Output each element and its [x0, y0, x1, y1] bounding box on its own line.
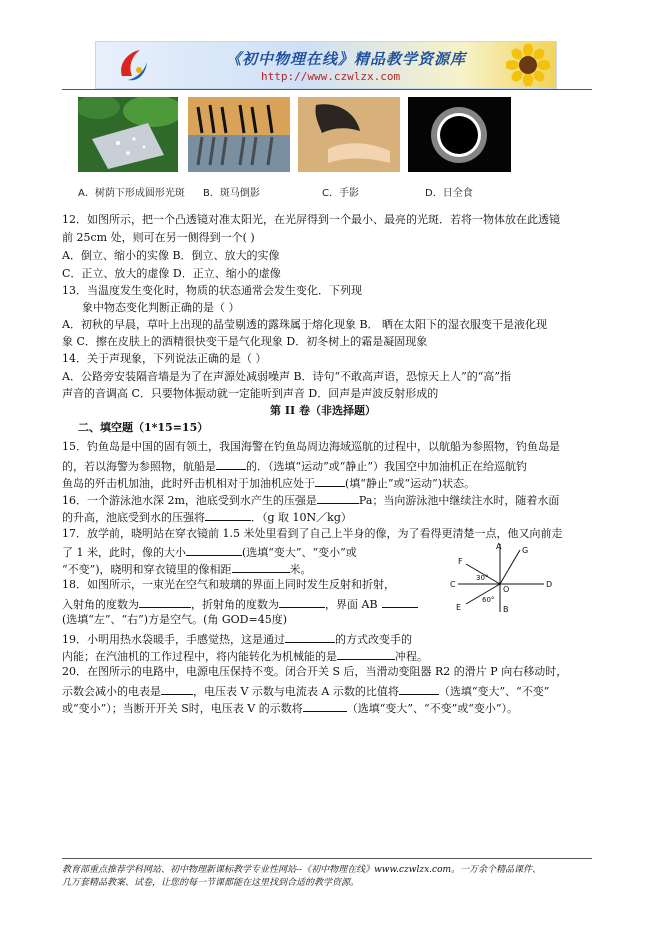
q17-text-d: 米。 — [289, 563, 312, 576]
site-logo-icon — [114, 46, 150, 84]
q19-text-b: 的方式改变手的 — [335, 633, 412, 646]
q17-blank-1[interactable] — [186, 544, 242, 556]
q15-line3 — [62, 475, 475, 491]
figure-b-caption: B．斑马倒影 — [203, 188, 260, 199]
diagram-label-a: A — [496, 542, 502, 551]
diagram-label-c: C — [450, 580, 456, 589]
q20-text-a: 示数会减小的电表是 — [62, 685, 161, 698]
diagram-label-o: O — [503, 585, 510, 594]
footer-rule — [62, 858, 592, 859]
q15-text-a: 的，若以海警为参照物，航船是 — [62, 460, 216, 473]
q16-blank-2[interactable] — [205, 509, 251, 521]
diagram-label-f: F — [458, 557, 463, 566]
q20-text-d: 或“变小”）；当断开开关 S时，电压表 V 的示数将 — [62, 702, 303, 715]
figure-b-image — [188, 97, 290, 172]
q13-options-1: A．初秋的早晨，草叶上出现的晶莹剔透的露珠属于熔化现象 B． 晒在太阳下的湿衣服变干是液化现 — [62, 318, 548, 331]
diagram-angle-60: 60° — [482, 596, 495, 604]
q19-text-c: 内能；在汽油机的工作过程中，将内能转化为机械能的是 — [62, 650, 337, 663]
figure-d-image — [408, 97, 511, 172]
q15-text-c: 鱼岛的歼击机加油，此时歼击机相对于加油机应处于 — [62, 477, 315, 490]
q16-text-d: ．（g 取 10N／kg） — [251, 511, 352, 524]
q20-line1: 20．在图所示的电路中，电源电压保持不变。闭合开关 S 后，当滑动变阻器 R2 的滑片 P 向右移动时， — [62, 665, 568, 678]
q15-line1: 15．钓鱼岛是中国的固有领土，我国海警在钓鱼岛周边海域巡航的过程中，以航船为参照物，钓鱼岛是 — [62, 440, 560, 453]
q19-text-d: 冲程。 — [395, 650, 428, 663]
q17-line1: 17．放学前，晓明站在穿衣镜前 1.5 米处里看到了自己上半身的像，为了看得更清楚一点，他又向前走 — [62, 527, 563, 540]
q19-text-a: 19．小明用热水袋暖手，手感觉热，这是通过 — [62, 633, 285, 646]
q16-text-b: Pa；当向游泳池中继续注水时，随着水面 — [358, 494, 560, 507]
q17-blank-2[interactable] — [232, 561, 290, 573]
q15-blank-1[interactable] — [216, 458, 246, 470]
q17-line2 — [62, 544, 357, 560]
q13-line2: 象中物态变化判断正确的是（ ） — [82, 301, 240, 314]
q15-blank-2[interactable] — [315, 475, 345, 487]
diagram-label-d: D — [546, 580, 553, 589]
figure-c-image — [298, 97, 400, 172]
q16-text-a: 16．一个游泳池水深 2m，池底受到水产生的压强是 — [62, 494, 317, 507]
q17-text-a: 了 1 米，此时，像的大小 — [62, 546, 186, 559]
q12-options-cd: C．正立、放大的虚像 D．正立、缩小的虚像 — [62, 267, 281, 280]
q18-blank-3[interactable] — [382, 596, 418, 608]
q12-line2: 前 25cm 处，则可在另一侧得到一个( ) — [62, 231, 255, 244]
header-rule — [62, 89, 592, 90]
q20-text-c: （选填“变大”、“不变” — [438, 685, 550, 698]
q14-line1: 14．关于声现象，下列说法正确的是（ ） — [62, 352, 267, 365]
q12-options-ab: A．倒立、缩小的实像 B．倒立、放大的实像 — [62, 249, 280, 262]
figure-a-caption: A．树荫下形成圆形光斑 — [78, 188, 185, 199]
q13-options-2: 象 C．擦在皮肤上的酒精很快变干是气化现象 D．初冬树上的霜是凝固现象 — [62, 335, 428, 348]
header-title: 《初中物理在线》精品教学资源库 — [226, 50, 467, 68]
diagram-label-e: E — [456, 603, 462, 612]
q20-line2 — [62, 683, 549, 699]
q20-blank-3[interactable] — [303, 700, 347, 712]
q20-blank-2[interactable] — [399, 683, 439, 695]
q19-line2 — [62, 648, 428, 664]
q18-blank-1[interactable] — [139, 596, 191, 608]
q15-text-b: 的．（选填“运动”或“静止”）我国空中加油机正在给巡航钓 — [246, 460, 527, 473]
diagram-label-b: B — [503, 605, 509, 614]
q20-text-e: （选填“变大”、“不变”或“变小”）。 — [346, 702, 518, 715]
q13-line1: 13．当温度发生变化时，物质的状态通常会发生变化．下列现 — [62, 284, 362, 297]
q16-line1 — [62, 492, 559, 508]
q18-text-a: 入射角的度数为 — [62, 598, 139, 611]
q17-line3 — [62, 561, 312, 577]
q18-line3: (选填“左”、“右”)方是空气。(角 GOD=45度) — [62, 613, 287, 626]
q20-blank-1[interactable] — [161, 683, 193, 695]
q16-text-c: 的升高，池底受到水的压强将 — [62, 511, 205, 524]
diagram-ray-og — [500, 550, 520, 584]
header-url[interactable]: http://www.czwlzx.com — [261, 70, 401, 83]
light-reflection-diagram — [448, 542, 558, 614]
figure-a-image — [78, 97, 178, 172]
q19-blank-1[interactable] — [285, 631, 335, 643]
q17-text-c: “不变”)，晓明和穿衣镜里的像相距 — [62, 563, 232, 576]
figure-d-caption: D．日全食 — [425, 188, 473, 199]
q16-line2 — [62, 509, 352, 525]
q20-text-b: ，电压表 V 示数与电流表 A 示数的比值将 — [193, 685, 399, 698]
diagram-angle-30: 30° — [476, 574, 489, 582]
q14-options-2: 声音的音调高 C．只要物体振动就一定能听到声音 D．回声是声波反射形成的 — [62, 387, 439, 400]
header-banner — [95, 41, 557, 89]
q18-line2 — [62, 596, 418, 612]
q19-line1 — [62, 631, 412, 647]
footer-line1: 教育部重点推荐学科网站、初中物理新课标教学专业性网站--《初中物理在线》www.czwlzx.com。一万余个精品课件、 — [62, 865, 542, 875]
fill-section-title: 二、填空题（1*15=15） — [78, 421, 209, 434]
q18-text-c: ，界面 AB — [325, 598, 378, 611]
diagram-label-g: G — [522, 546, 529, 555]
q16-blank-1[interactable] — [317, 492, 359, 504]
q12-line1: 12．如图所示，把一个凸透镜对准太阳光，在光屏得到一个最小、最亮的光斑．若将一物体放在此透镜 — [62, 213, 560, 226]
q19-blank-2[interactable] — [337, 648, 395, 660]
q14-options-1: A．公路旁安装隔音墙是为了在声源处减弱噪声 B．诗句“不敢高声语，恐惊天上人”的“高”指 — [62, 370, 512, 383]
q17-text-b: (选填“变大”、“变小”或 — [242, 546, 357, 559]
q15-text-d: (填“静止”或“运动”)状态。 — [345, 477, 476, 490]
q18-blank-2[interactable] — [279, 596, 325, 608]
part2-title: 第 II 卷（非选择题） — [270, 404, 376, 417]
q18-text-b: ，折射角的度数为 — [191, 598, 279, 611]
q20-line3 — [62, 700, 518, 716]
q18-line1: 18．如图所示，一束光在空气和玻璃的界面上同时发生反射和折射， — [62, 578, 395, 591]
figure-row — [0, 97, 661, 207]
figure-c-caption: C．手影 — [322, 188, 359, 199]
sunflower-icon — [506, 44, 550, 86]
footer-line2: 几万套精品教案、试卷，让您的每一节课都能在这里找到合适的教学资源。 — [62, 878, 360, 888]
q15-line2 — [62, 458, 527, 474]
